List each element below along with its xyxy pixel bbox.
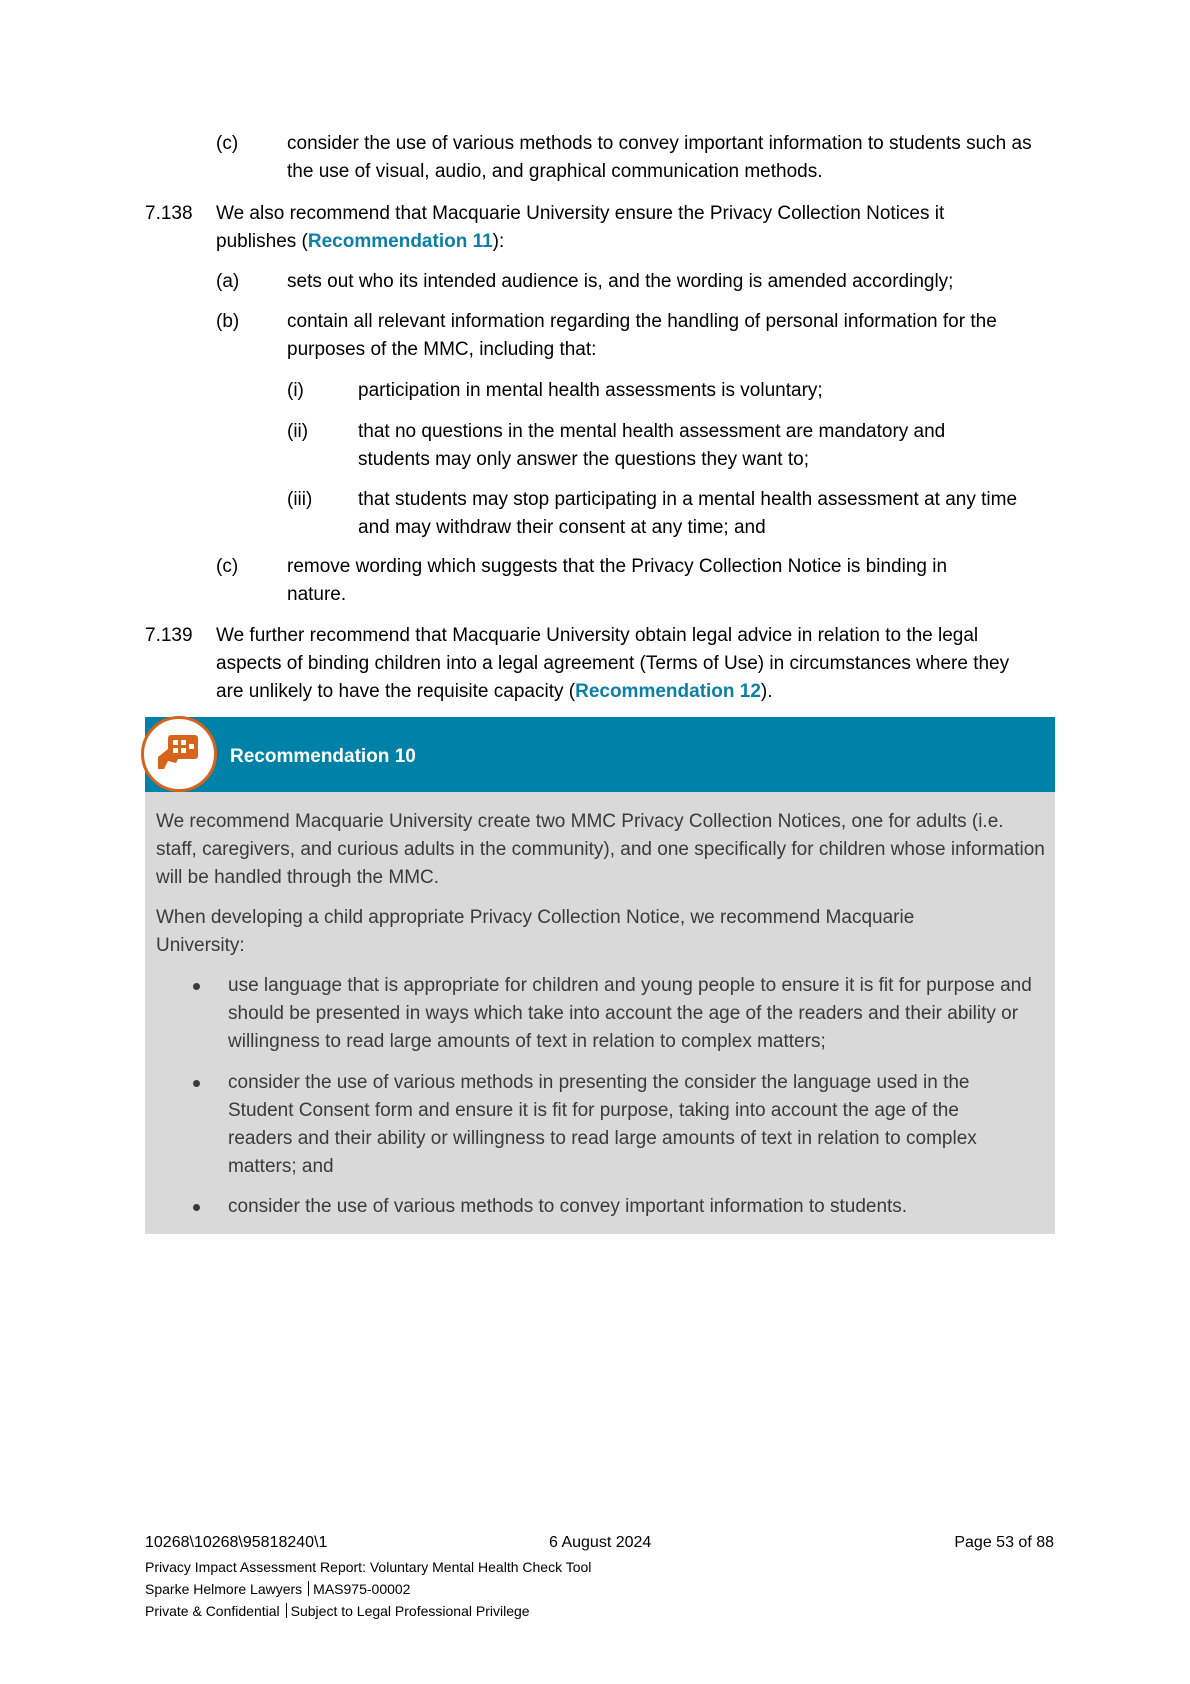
recommendation-title: Recommendation 10 [230,746,416,767]
footer-date: 6 August 2024 [549,1534,652,1551]
recommendation-paragraph-1: We recommend Macquarie University create two MMC Privacy Collection Notices, one for adults (i.e. staff, caregivers, and curious adults in the community), and one specifically for children whose information will be handled through the MMC. [156,811,1045,888]
footer-firm-line [145,1580,410,1598]
item-text: consider the use of various methods to convey important information to students such as the use of visual, audio, and graphical communication methods. [287,133,1032,182]
footer-separator [308,1581,309,1596]
footer-separator [286,1603,287,1618]
recommendation-11-link[interactable]: Recommendation 11 [307,231,493,252]
paragraph-text [216,200,1016,256]
recommendation-bullet-3: consider the use of various methods to convey important information to students. [228,1196,908,1217]
paragraph-text [216,622,1036,706]
paragraph-number: 7.139 [145,625,193,646]
item-label: (c) [216,133,239,154]
footer-page-number: Page 53 of 88 [954,1534,1054,1551]
item-text: remove wording which suggests that the Privacy Collection Notice is binding in nature. [287,556,948,605]
item-text: that no questions in the mental health assessment are mandatory and students may only answer the questions they want to; [358,421,946,470]
item-text: contain all relevant information regarding the handling of personal information for the purposes of the MMC, including that: [287,311,997,360]
bullet-icon [193,983,200,990]
tablet-hand-icon [141,716,217,792]
footer-report-title: Privacy Impact Assessment Report: Voluntary Mental Health Check Tool [145,1559,592,1575]
footer-confidential: Private & Confidential [145,1603,280,1619]
item-text: sets out who its intended audience is, and the wording is amended accordingly; [287,271,954,292]
recommendation-bullet-2: consider the use of various methods in presenting the consider the language used in the Student Consent form and ensure it is fit for purpose, taking into account the age of the readers and their ability or willingness to read large amounts of text in relation to complex matters; and [228,1072,977,1177]
recommendation-bullet-1: use language that is appropriate for children and young people to ensure it is fit for purpose and should be presented in ways which take into account the age of the readers and their ability or willingness to read large amounts of text in relation to complex matters; [228,975,1032,1052]
item-text: participation in mental health assessments is voluntary; [358,380,823,401]
bullet-icon [193,1204,200,1211]
item-label: (iii) [287,489,313,510]
paragraph-text-before: We further recommend that Macquarie University obtain legal advice in relation to the legal aspects of binding children into a legal agreement (Terms of Use) in circumstances where they are unlikely to have the requisite capacity ( [216,625,1010,702]
footer-firm: Sparke Helmore Lawyers [145,1581,303,1597]
item-label: (a) [216,271,240,292]
item-label: (i) [287,380,304,401]
item-text: that students may stop participating in a mental health assessment at any time and may withdraw their consent at any time; and [358,489,1018,538]
footer-privilege: Subject to Legal Professional Privilege [290,1603,530,1619]
recommendation-paragraph-2: When developing a child appropriate Privacy Collection Notice, we recommend Macquarie University: [156,907,915,956]
footer-doc-id: 10268\10268\95818240\1 [145,1534,328,1551]
item-label: (ii) [287,421,309,442]
item-label: (c) [216,556,239,577]
paragraph-number: 7.138 [145,203,193,224]
paragraph-text-after: ). [760,681,773,702]
recommendation-12-link[interactable]: Recommendation 12 [575,681,761,702]
bullet-icon [193,1080,200,1087]
paragraph-text-after: ): [492,231,505,252]
footer-matter: MAS975-00002 [313,1581,411,1597]
footer-confidential-line [145,1602,530,1620]
item-label: (b) [216,311,240,332]
paragraph-text-before: We also recommend that Macquarie University ensure the Privacy Collection Notices it publishes ( [216,203,945,252]
